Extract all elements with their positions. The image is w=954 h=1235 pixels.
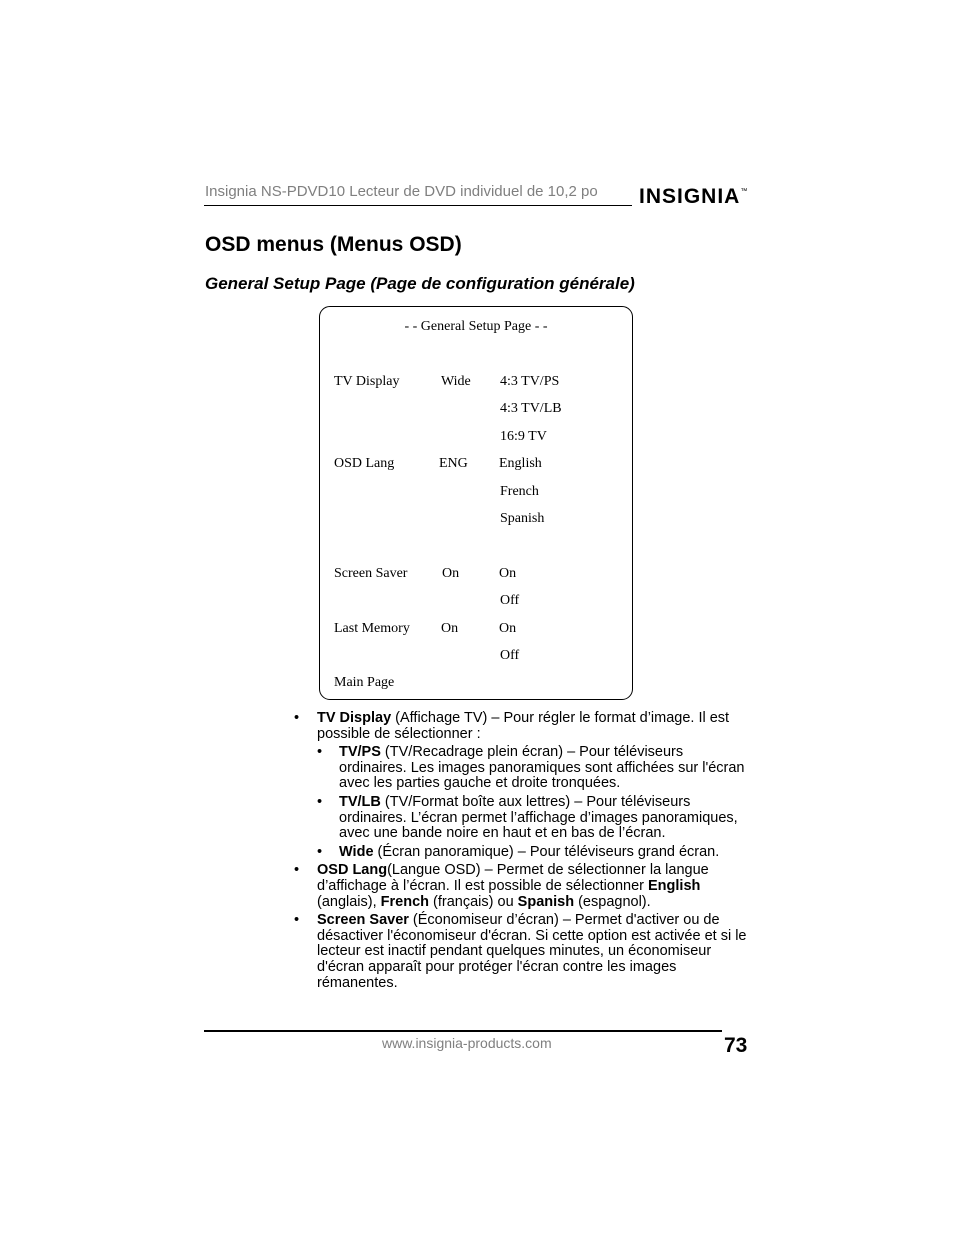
osd-option: Off <box>500 648 520 663</box>
list-item-tv-display <box>294 711 754 860</box>
text-tv-lb: (TV/Format boîte aux lettres) – Pour téléviseurs ordinaires. L’écran permet l’affichage d’images panoramiques, avec une bande noire en haut et en bas de l’écran. <box>339 793 738 842</box>
description-list <box>294 711 754 994</box>
term-screen-saver: Screen Saver <box>317 912 409 929</box>
text-tv-ps: (TV/Recadrage plein écran) – Pour téléviseurs ordinaires. Les images panoramiques sont affichées sur l'écran avec les parties gauche et droite tronquées. <box>339 744 745 792</box>
osd-label-osd-lang: OSD Lang <box>334 456 395 471</box>
osd-option: 4:3 TV/LB <box>500 401 562 416</box>
term-wide: Wide <box>339 843 374 860</box>
list-item-screen-saver <box>294 913 754 991</box>
text-osd-lang: (français) ou <box>429 893 518 910</box>
text-wide: (Écran panoramique) – Pour téléviseurs grand écran. <box>373 843 720 860</box>
list-item-osd-lang <box>294 863 754 910</box>
term-tv-ps: TV/PS <box>339 744 381 761</box>
osd-label-screen-saver: Screen Saver <box>334 566 408 581</box>
osd-option: 4:3 TV/PS <box>500 374 560 389</box>
logo-trademark: ™ <box>740 188 749 195</box>
term-osd-lang: OSD Lang <box>317 862 388 879</box>
osd-label-last-memory: Last Memory <box>334 621 410 636</box>
osd-option: Spanish <box>500 511 545 526</box>
osd-option: On <box>499 621 517 636</box>
footer-rule <box>204 1030 722 1032</box>
sub-item-wide <box>317 845 754 861</box>
osd-option: French <box>500 484 539 499</box>
header-rule <box>204 205 632 206</box>
term-tv-lb: TV/LB <box>339 793 381 810</box>
text-osd-lang: (anglais), <box>317 893 381 910</box>
text-tv-display: (Affichage TV) – Pour régler le format d’image. Il est possible de sélectionner : <box>317 710 730 742</box>
osd-value-screen-saver: On <box>442 566 460 581</box>
running-header: Insignia NS-PDVD10 Lecteur de DVD individuel de 10,2 po <box>205 183 598 200</box>
logo-text: INSIGNIA <box>639 185 741 208</box>
bullet-glyph: • <box>294 912 300 929</box>
osd-label-tv-display: TV Display <box>334 374 400 389</box>
osd-value-tv-display: Wide <box>441 374 471 389</box>
bullet-glyph: • <box>317 744 323 761</box>
bullet-glyph: • <box>294 710 300 726</box>
bullet-glyph: • <box>317 793 323 810</box>
insignia-logo <box>639 185 748 209</box>
text-osd-lang: (espagnol). <box>574 893 651 910</box>
footer-url: www.insignia-products.com <box>382 1035 552 1051</box>
term-french: French <box>380 893 430 910</box>
osd-value-osd-lang: ENG <box>439 456 468 471</box>
text-screen-saver: (Économiseur d’écran) – Permet d'activer ou de désactiver l'économiseur d'écran. Si cette option est activée et si le lecteur est inactif pendant quelques minutes, un économiseur d'écran apparaît pour protéger l'écran contre les images rémanentes. <box>317 912 747 991</box>
osd-main-page: Main Page <box>334 675 395 690</box>
term-english: English <box>648 877 701 894</box>
section-title: OSD menus (Menus OSD) <box>205 233 462 256</box>
sub-item-tv-ps <box>317 745 754 792</box>
page-number: 73 <box>724 1034 748 1057</box>
subsection-title: General Setup Page (Page de configuration générale) <box>205 274 635 293</box>
term-spanish: Spanish <box>517 893 575 910</box>
osd-value-last-memory: On <box>441 621 459 636</box>
sub-item-tv-lb <box>317 795 754 842</box>
osd-menu-illustration <box>319 306 633 700</box>
text-osd-lang: (Langue OSD) – Permet de sélectionner la langue d’affichage à l’écran. Il est possible de sélectionner <box>317 862 709 894</box>
osd-option: English <box>499 456 542 471</box>
osd-option: On <box>499 566 517 581</box>
osd-menu-title: - - General Setup Page - - <box>404 319 548 334</box>
term-tv-display: TV Display <box>317 710 392 726</box>
osd-option: Off <box>500 593 520 608</box>
bullet-glyph: • <box>317 843 323 860</box>
osd-option: 16:9 TV <box>500 429 547 444</box>
bullet-glyph: • <box>294 862 300 879</box>
